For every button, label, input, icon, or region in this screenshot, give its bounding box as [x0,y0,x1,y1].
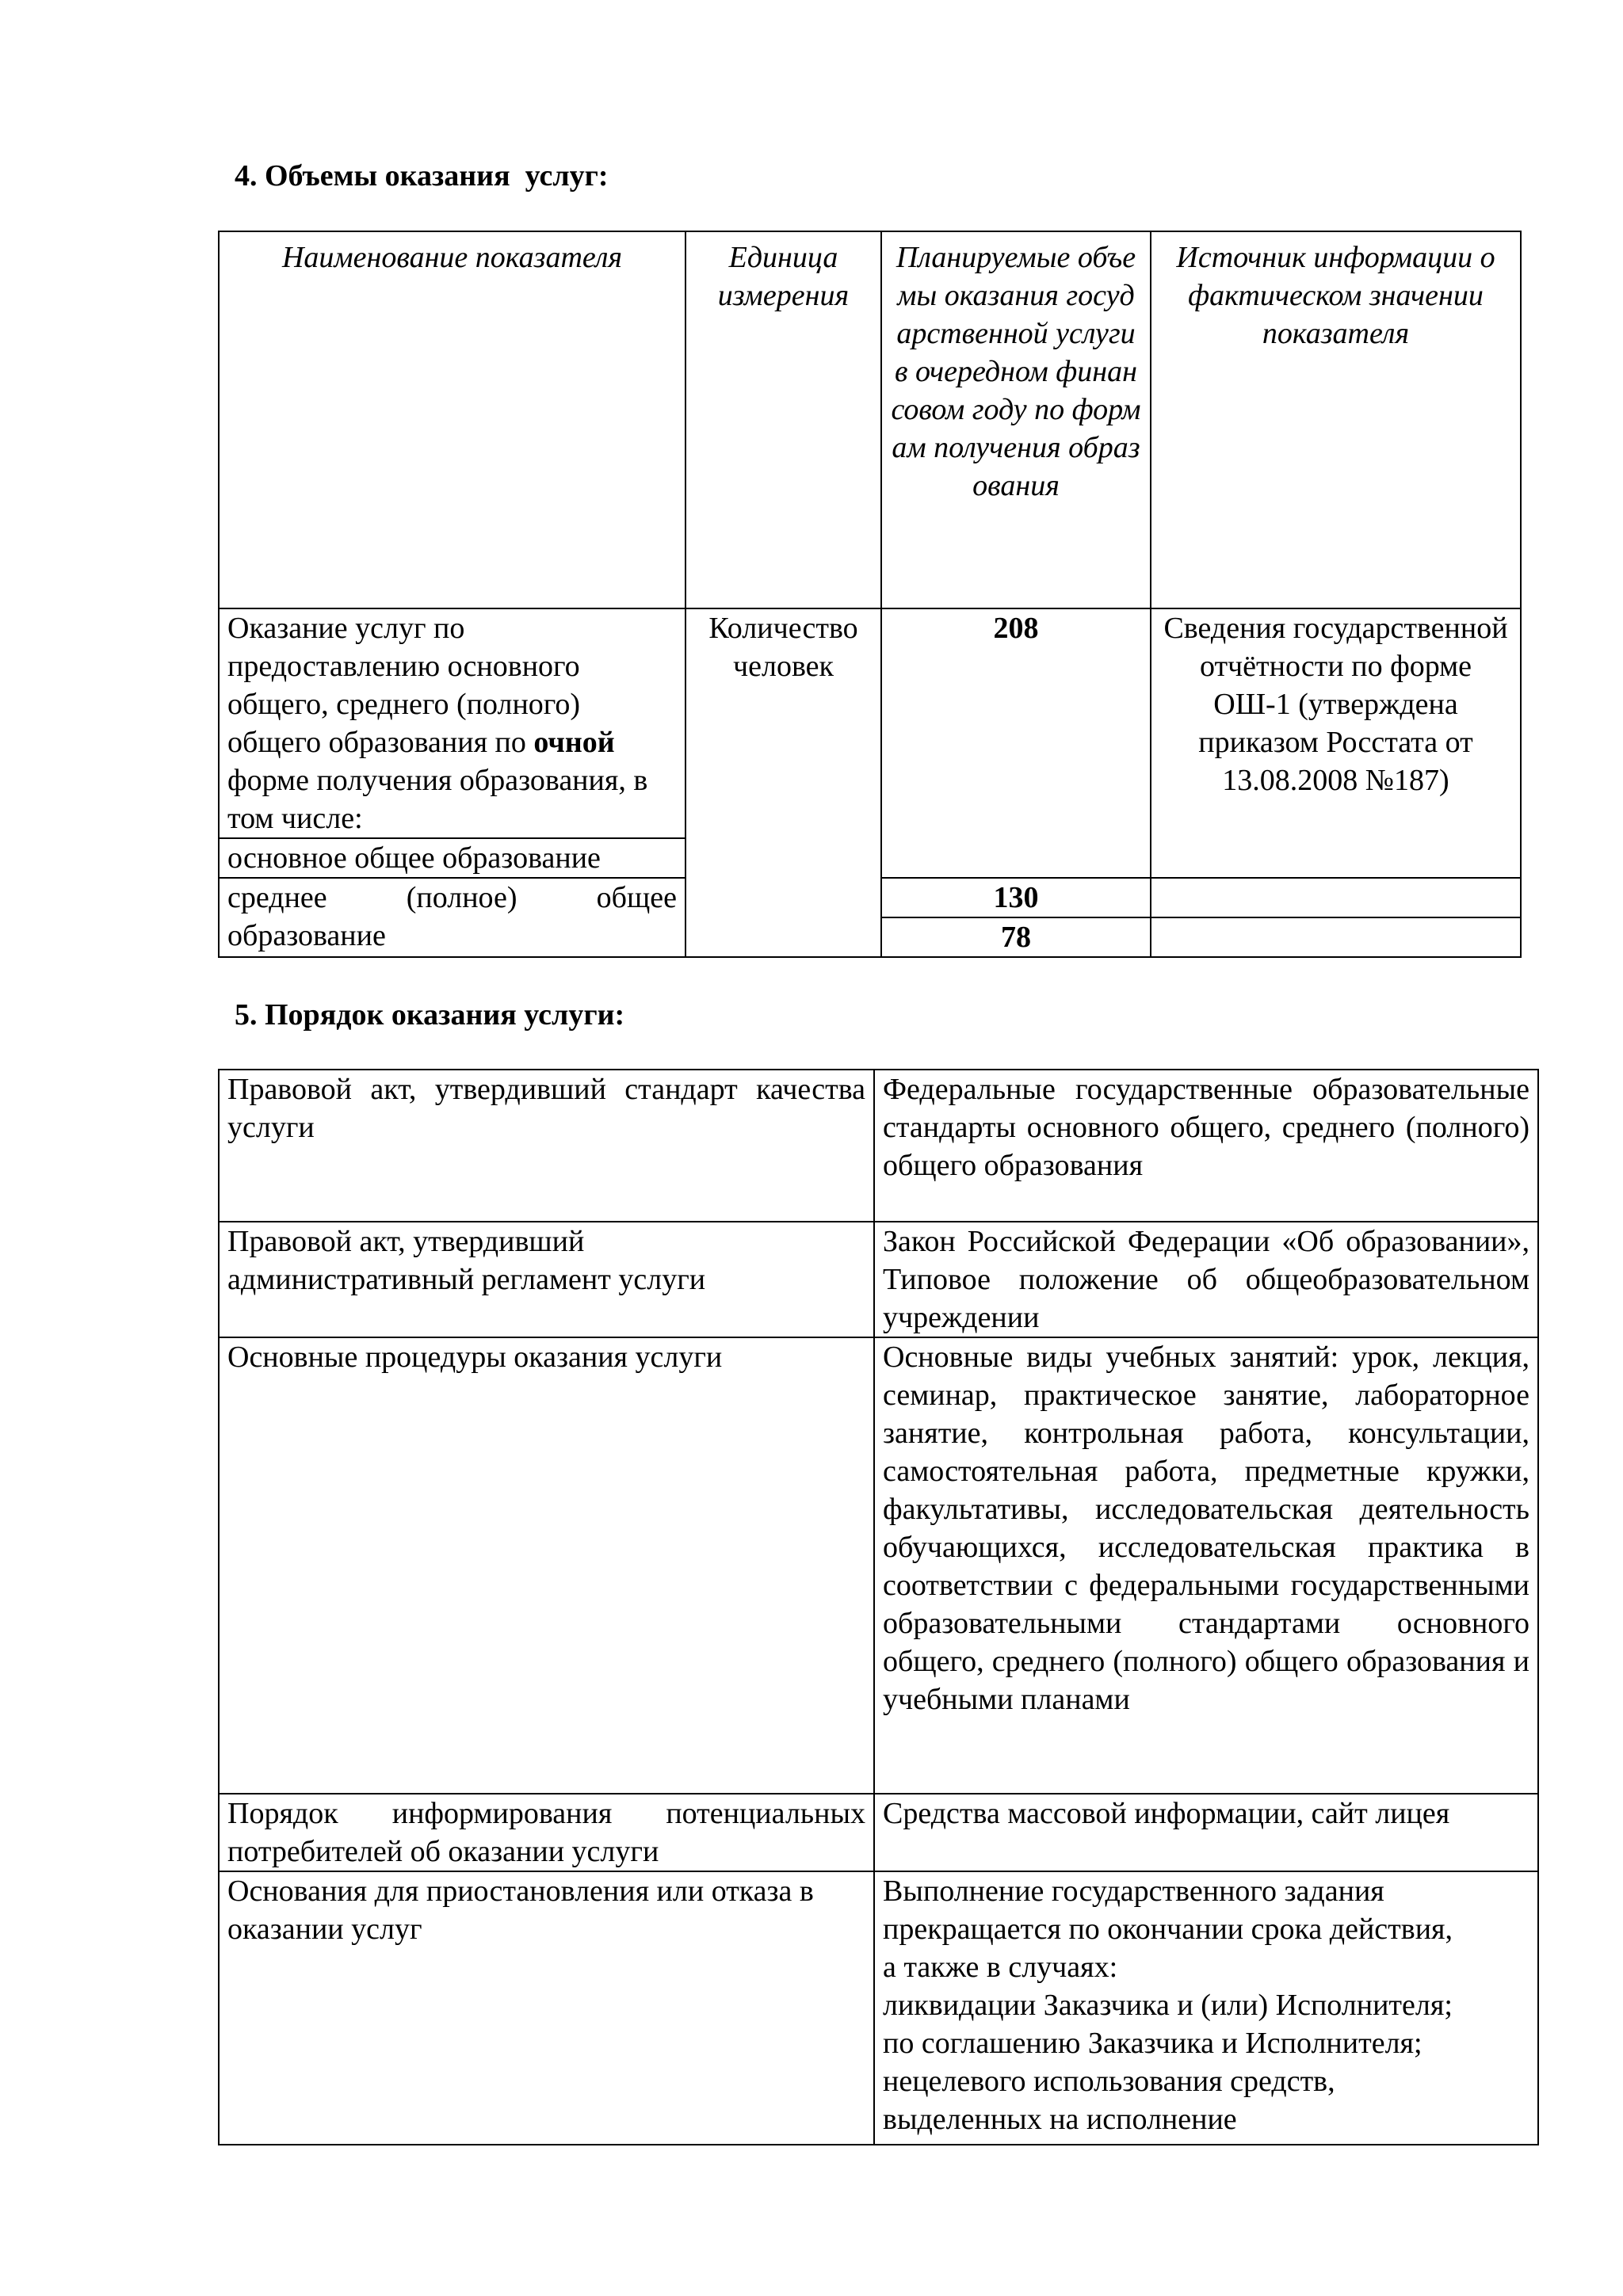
procedure-label: Правовой акт, утвердивший стандарт качества услуги [219,1070,874,1222]
row-secondary-source-b [1151,917,1521,957]
header-planned: Планируемые объемы оказания государственной услуги в очередном финансовом году по формам получения образования [881,231,1151,608]
section5-heading: 5. Порядок оказания услуги: [235,998,625,1032]
row-main-name-part1: Оказание услуг по предоставлению основного общего, среднего (полного) общего образования по [227,612,581,759]
procedure-value: Выполнение государственного задания прекращается по окончании срока действия, а также в случаях: ликвидации Заказчика и (или) Исполнителя; по соглашению Заказчика и Исполнителя; нецелевого использования средств, выделенных на исполнение [874,1871,1538,2145]
row-basic-name: основное общее образование [219,838,685,878]
row-secondary-name: среднее (полное) общее образование [219,878,685,957]
procedure-row [219,1871,1538,2145]
procedure-row [219,1794,1538,1871]
procedure-table [218,1069,1539,2145]
row-secondary-value-b: 78 [881,917,1151,957]
procedure-label: Порядок информирования потенциальных потребителей об оказании услуги [219,1794,874,1871]
row-main-name-part2: форме получения образования, в том числе: [227,764,648,835]
procedure-value: Федеральные государственные образовательные стандарты основного общего, среднего (полного) общего образования [874,1070,1538,1222]
volumes-header-row [219,231,1521,608]
row-main-value: 208 [881,608,1151,878]
procedure-label: Основания для приостановления или отказа в оказании услуг [219,1871,874,2145]
section4-heading: 4. Объемы оказания услуг: [235,159,609,193]
procedure-value: Средства массовой информации, сайт лицея [874,1794,1538,1871]
procedure-label: Правовой акт, утвердивший административный регламент услуги [219,1222,874,1337]
volumes-table [218,231,1522,958]
procedure-label: Основные процедуры оказания услуги [219,1337,874,1794]
volumes-row-main [219,608,1521,838]
procedure-row [219,1070,1538,1222]
procedure-value: Закон Российской Федерации «Об образовании», Типовое положение об общеобразовательном учреждении [874,1222,1538,1337]
procedure-row [219,1222,1538,1337]
header-source: Источник информации о фактическом значении показателя [1151,231,1521,608]
header-unit: Единица измерения [685,231,881,608]
header-name: Наименование показателя [219,231,685,608]
row-main-name [219,608,685,838]
row-main-unit: Количество человек [685,608,881,957]
procedure-row [219,1337,1538,1794]
row-secondary-source-a [1151,878,1521,917]
row-secondary-value-a: 130 [881,878,1151,917]
procedure-value: Основные виды учебных занятий: урок, лекция, семинар, практическое занятие, лабораторное занятие, контрольная работа, консультации, самостоятельная работа, предметные кружки, факультативы, исследовательская деятельность обучающихся, исследовательская практика в соответствии с федеральными государственными образовательными стандартами основного общего, среднего (полного) общего образования и учебными планами [874,1337,1538,1794]
row-main-name-bold: очной [533,726,615,759]
row-main-source: Сведения государственной отчётности по форме ОШ-1 (утверждена приказом Росстата от 13.08.2008 №187) [1151,608,1521,878]
